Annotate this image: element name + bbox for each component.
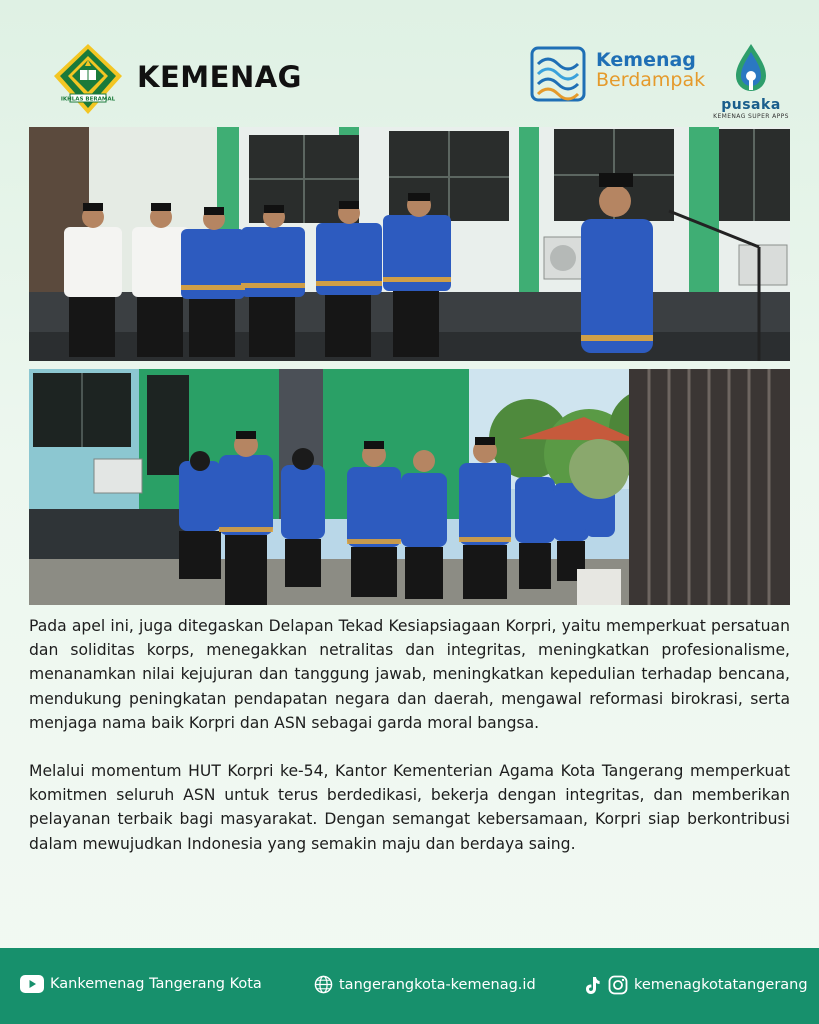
globe-icon xyxy=(314,975,333,994)
campaign-line-1: Kemenag xyxy=(596,49,696,71)
berdampak-logo-icon xyxy=(530,46,586,102)
emblem-motto: IKHLAS BERAMAL xyxy=(60,96,116,103)
footer-website-label: tangerangkota-kemenag.id xyxy=(339,976,536,993)
campaign-line-2: Berdampak xyxy=(596,69,706,91)
brand-name: KEMENAG xyxy=(137,60,302,94)
footer-website[interactable] xyxy=(314,975,536,994)
photo-ceremony-front xyxy=(29,127,790,361)
campaign-wordmark xyxy=(596,50,705,90)
footer-youtube-label: Kankemenag Tangerang Kota xyxy=(50,976,262,992)
footer-bar xyxy=(0,948,819,1024)
pusaka-logo-icon xyxy=(732,42,770,98)
footer-youtube[interactable] xyxy=(20,975,262,993)
youtube-icon xyxy=(20,975,44,993)
article-paragraph-2: Melalui momentum HUT Korpri ke-54, Kantor Kementerian Agama Kota Tangerang memperkuat komitmen seluruh ASN untuk terus berdedikasi, bekerja dengan integritas, dan memberikan pelayanan terbaik bagi masyarakat. Dengan semangat kebersamaan, Korpri siap berkontribusi dalam mewujudkan Indonesia yang semakin maju dan berdaya saing. xyxy=(29,762,790,853)
article-paragraph-1: Pada apel ini, juga ditegaskan Delapan Tekad Kesiapsiagaan Korpri, yaitu memperkuat persatuan dan soliditas korps, menegakkan netralitas dan integritas, meningkatkan profesionalisme, menanamkan nilai kejujuran dan tanggung jawab, meningkatkan kepedulian terhadap bencana, mendukung peningkatan pendapatan negara dan daerah, mengawal reformasi birokrasi, serta menjaga nama baik Korpri dan ASN sebagai garda moral bangsa. xyxy=(29,617,790,732)
tiktok-icon xyxy=(584,976,600,995)
pusaka-name: pusaka xyxy=(721,97,781,113)
footer-social-label: kemenagkotatangerang xyxy=(634,977,808,993)
article-body xyxy=(29,614,790,880)
footer-social[interactable] xyxy=(584,975,808,995)
photo-ceremony-ranks xyxy=(29,369,790,605)
kemenag-emblem-icon xyxy=(50,42,126,116)
instagram-icon xyxy=(608,975,628,995)
pusaka-tagline: KEMENAG SUPER APPS xyxy=(713,113,789,120)
